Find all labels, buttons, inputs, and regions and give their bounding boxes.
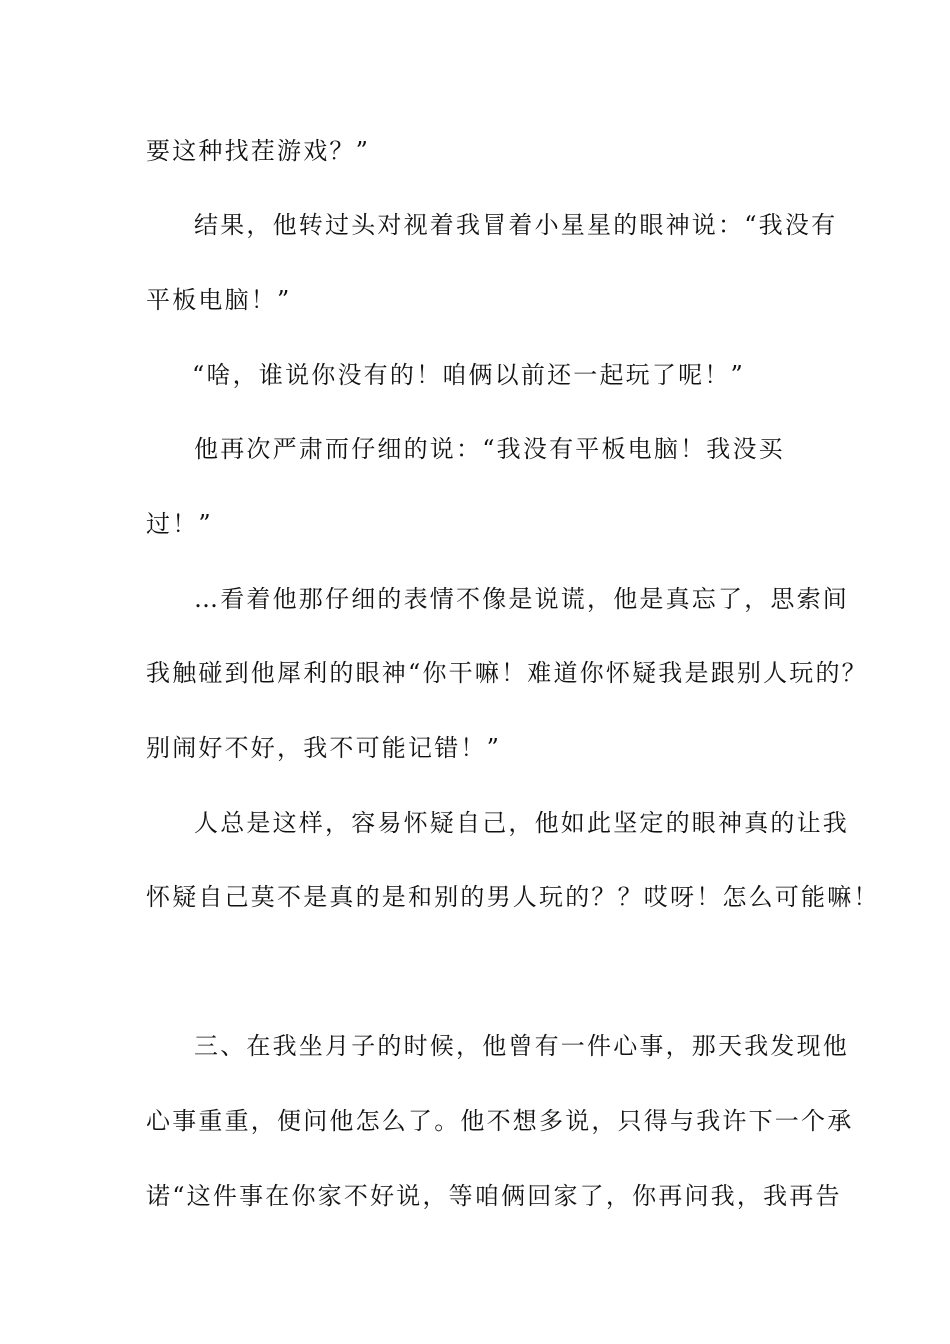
text-line: 他再次严肃而仔细的说：“我没有平板电脑！我没买 xyxy=(194,435,785,463)
text-line: 别闹好不好，我不可能记错！” xyxy=(146,734,502,762)
text-line: 心事重重，便问他怎么了。他不想多说，只得与我许下一个承 xyxy=(146,1107,854,1135)
text-line: …看着他那仔细的表情不像是说谎，他是真忘了，思索间 xyxy=(194,585,849,613)
text-line: 三、在我坐月子的时候，他曾有一件心事，那天我发现他 xyxy=(194,1032,849,1060)
text-line: 结果，他转过头对视着我冒着小星星的眼神说：“我没有 xyxy=(194,211,838,239)
text-line: “啥，谁说你没有的！咱俩以前还一起玩了呢！” xyxy=(192,361,745,389)
text-line: 过！” xyxy=(146,510,213,538)
text-line: 要这种找茬游戏？” xyxy=(146,137,371,165)
text-line: 人总是这样，容易怀疑自己，他如此坚定的眼神真的让我 xyxy=(194,809,849,837)
text-line: 我触碰到他犀利的眼神“你干嘛！难道你怀疑我是跟别人玩的？ xyxy=(146,659,868,687)
text-line: 怀疑自己莫不是真的是和别的男人玩的？？哎呀！怎么可能嘛！ xyxy=(146,883,880,911)
text-line: 诺“这件事在你家不好说，等咱俩回家了，你再问我，我再告 xyxy=(146,1182,842,1210)
text-line: 平板电脑！” xyxy=(146,286,292,314)
